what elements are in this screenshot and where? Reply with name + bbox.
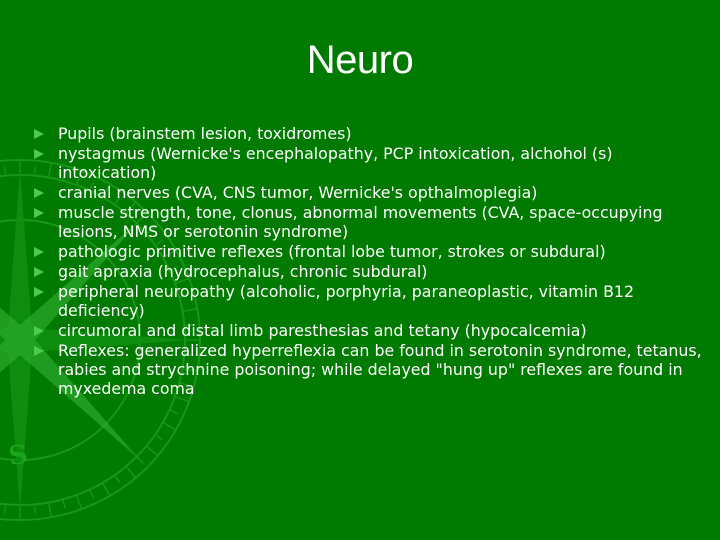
triangle-bullet-icon: [34, 287, 44, 297]
bullet-text: gait apraxia (hydrocephalus, chronic subdural): [58, 262, 428, 281]
triangle-bullet-icon: [34, 208, 44, 218]
triangle-bullet-icon: [34, 188, 44, 198]
slide-title: Neuro: [306, 38, 414, 82]
bullet-text: cranial nerves (CVA, CNS tumor, Wernicke's opthalmoplegia): [58, 183, 538, 202]
bullet-text: Reflexes: generalized hyperreflexia can be found in serotonin syndrome, tetanus, rabies and strychnine poisoning; while delayed "hung up" reflexes are found in myxedema coma: [58, 341, 702, 398]
triangle-bullet-icon: [34, 346, 44, 356]
bullet-item-primitive-reflexes: [34, 242, 704, 261]
bullet-item-reflexes: [34, 341, 704, 398]
bullet-item-peripheral-neuropathy: [34, 282, 704, 320]
compass-letter-s: S: [6, 439, 30, 472]
triangle-bullet-icon: [34, 247, 44, 257]
bullet-list: [34, 124, 704, 399]
bullet-item-gait-apraxia: [34, 262, 704, 281]
triangle-bullet-icon: [34, 149, 44, 159]
bullet-item-paresthesias: [34, 321, 704, 340]
bullet-text: Pupils (brainstem lesion, toxidromes): [58, 124, 352, 143]
bullet-text: pathologic primitive reflexes (frontal lobe tumor, strokes or subdural): [58, 242, 606, 261]
bullet-item-pupils: [34, 124, 704, 143]
bullet-item-nystagmus: [34, 144, 704, 182]
bullet-item-cranial-nerves: [34, 183, 704, 202]
bullet-text: peripheral neuropathy (alcoholic, porphyria, paraneoplastic, vitamin B12 deficiency): [58, 282, 635, 320]
bullet-item-muscle-strength: [34, 203, 704, 241]
bullet-text: nystagmus (Wernicke's encephalopathy, PCP intoxication, alchohol (s) intoxication): [58, 144, 613, 182]
triangle-bullet-icon: [34, 326, 44, 336]
triangle-bullet-icon: [34, 129, 44, 139]
bullet-text: muscle strength, tone, clonus, abnormal movements (CVA, space-occupying lesions, NMS or serotonin syndrome): [58, 203, 663, 241]
bullet-text: circumoral and distal limb paresthesias and tetany (hypocalcemia): [58, 321, 587, 340]
triangle-bullet-icon: [34, 267, 44, 277]
